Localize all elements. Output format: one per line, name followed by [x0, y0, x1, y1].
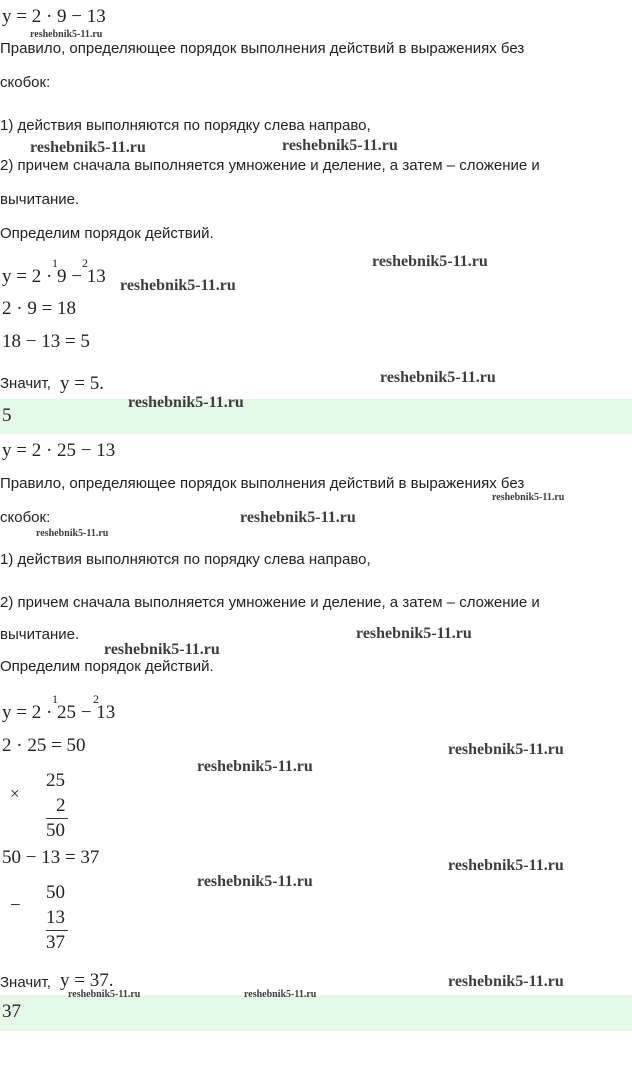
task1-order-mark-1: 1	[52, 256, 58, 270]
task2-order-mark-1: 1	[52, 692, 58, 706]
watermark: reshebnik5-11.ru	[30, 29, 103, 40]
mult-result: 50	[46, 820, 65, 841]
mult-top: 25	[46, 770, 65, 791]
watermark: reshebnik5-11.ru	[282, 137, 398, 154]
watermark: reshebnik5-11.ru	[492, 492, 565, 503]
watermark: reshebnik5-11.ru	[448, 857, 564, 874]
task2-answer: 37	[2, 1001, 21, 1022]
mult-divider	[46, 818, 68, 819]
task2-conclusion-prefix: Значит,	[0, 974, 51, 991]
task2-rule-item2-line1: 2) причем сначала выполняется умножение и деление, а затем – сложение и	[0, 594, 540, 611]
minus-sign-icon: −	[10, 895, 21, 916]
task2-order-text: Определим порядок действий.	[0, 658, 214, 675]
task1-rule-item2-line2: вычитание.	[0, 191, 80, 208]
task1-step2: 18 − 13 = 5	[2, 331, 90, 352]
task2-conclusion-math: y = 37.	[60, 970, 114, 991]
watermark: reshebnik5-11.ru	[448, 973, 564, 990]
task1-answer: 5	[2, 405, 12, 426]
watermark: reshebnik5-11.ru	[240, 509, 356, 526]
task1-ordered-expression: y = 2 · 9 − 13	[2, 266, 106, 287]
task1-answer-bar	[0, 399, 632, 434]
task1-rule-line2: скобок:	[0, 74, 51, 91]
watermark: reshebnik5-11.ru	[36, 528, 109, 539]
task1-rule-item2-line1: 2) причем сначала выполняется умножение и деление, а затем – сложение и	[0, 157, 540, 174]
watermark: reshebnik5-11.ru	[68, 989, 141, 1000]
watermark: reshebnik5-11.ru	[197, 873, 313, 890]
task1-expression: y = 2 · 9 − 13	[2, 6, 106, 27]
task2-rule-line2: скобок:	[0, 509, 51, 526]
task1-step1: 2 · 9 = 18	[2, 298, 77, 319]
task2-rule-item2-line2: вычитание.	[0, 626, 80, 643]
task2-step2: 50 − 13 = 37	[2, 847, 100, 868]
multiply-sign-icon: ×	[10, 784, 20, 803]
watermark: reshebnik5-11.ru	[244, 989, 317, 1000]
task2-order-mark-2: 2	[93, 692, 99, 706]
task1-order-mark-2: 2	[82, 256, 88, 270]
task2-step1: 2 · 25 = 50	[2, 735, 86, 756]
watermark: reshebnik5-11.ru	[128, 394, 244, 411]
mult-bottom: 2	[56, 795, 66, 816]
task1-rule-line1: Правило, определяющее порядок выполнения действий в выражениях без	[0, 40, 525, 57]
task1-conclusion-prefix: Значит,	[0, 375, 51, 392]
task2-answer-bar	[0, 995, 632, 1031]
task1-rule-item1: 1) действия выполняются по порядку слева направо,	[0, 117, 371, 134]
task1-conclusion-math: y = 5.	[60, 373, 104, 394]
watermark: reshebnik5-11.ru	[356, 625, 472, 642]
sub-result: 37	[46, 932, 65, 953]
watermark: reshebnik5-11.ru	[104, 641, 220, 658]
watermark: reshebnik5-11.ru	[120, 277, 236, 294]
sub-bottom: 13	[46, 907, 65, 928]
task1-order-text: Определим порядок действий.	[0, 225, 214, 242]
watermark: reshebnik5-11.ru	[380, 369, 496, 386]
watermark: reshebnik5-11.ru	[448, 741, 564, 758]
watermark: reshebnik5-11.ru	[30, 139, 146, 156]
task2-expression: y = 2 · 25 − 13	[2, 440, 116, 461]
task2-ordered-expression: y = 2 · 25 − 13	[2, 702, 116, 723]
watermark: reshebnik5-11.ru	[372, 253, 488, 270]
watermark: reshebnik5-11.ru	[197, 758, 313, 775]
task2-rule-item1: 1) действия выполняются по порядку слева направо,	[0, 551, 371, 568]
task2-rule-line1: Правило, определяющее порядок выполнения действий в выражениях без	[0, 475, 525, 492]
sub-top: 50	[46, 882, 65, 903]
sub-divider	[46, 930, 68, 931]
